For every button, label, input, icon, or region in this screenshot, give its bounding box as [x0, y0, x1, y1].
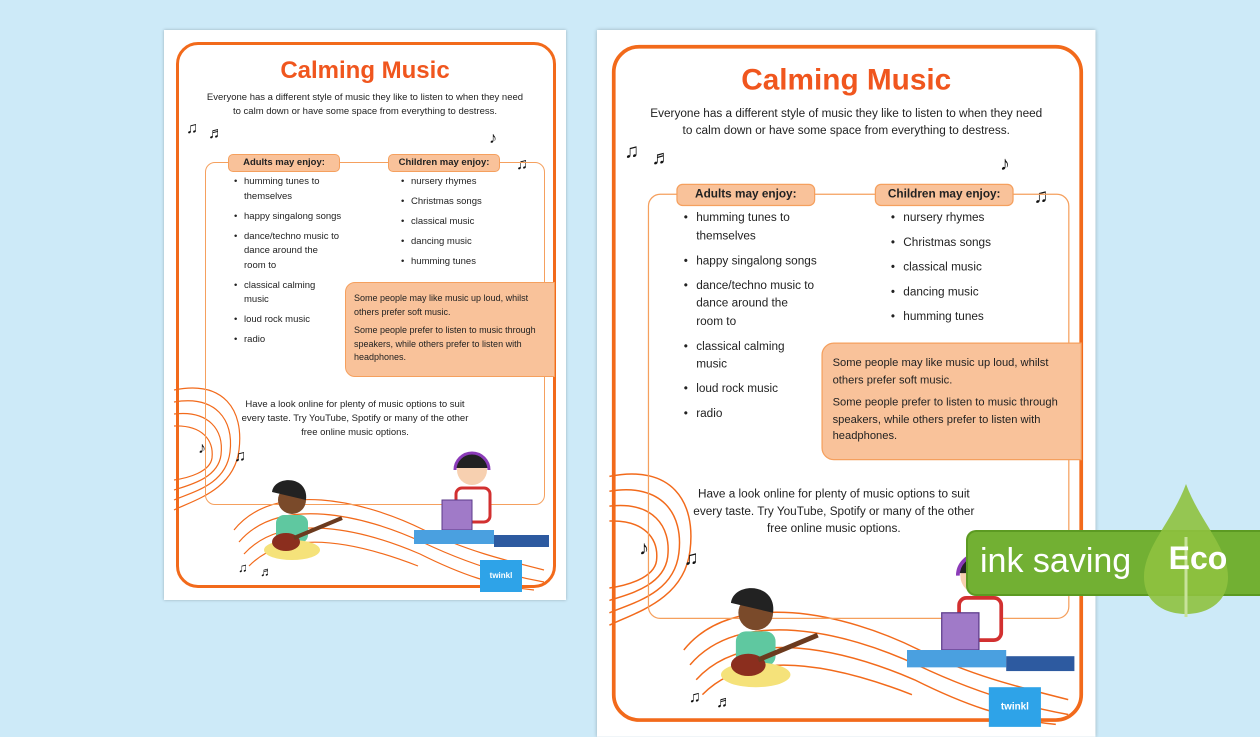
twinkl-logo: twinkl [480, 560, 522, 592]
list-item: • dancing music [891, 284, 1052, 302]
callout-text: Some people prefer to listen to music through speakers, while others prefer to listen with headphones. [832, 395, 1058, 442]
list-item: • happy singalong songs [684, 253, 818, 271]
adults-label: Adults may enjoy: [228, 154, 340, 172]
ink-saving-label: ink saving [980, 542, 1132, 580]
intro-text: Everyone has a different style of music they like to listen to when they need to calm down or have some space from everything to destress. [206, 92, 524, 117]
worksheet-title: Calming Music [280, 57, 450, 84]
list-item: • dance/techno music to dance around the room to [234, 230, 342, 274]
girl-with-ukulele [264, 480, 342, 560]
footer-text: Have a look online for plenty of music options to suit every taste. Try YouTube, Spotify or many of the other free online music options. [693, 487, 975, 536]
adults-label: Adults may enjoy: [676, 184, 815, 206]
music-note-icon: ♫ [688, 687, 701, 706]
preview-page-large [597, 30, 1095, 737]
list-item: • radio [684, 406, 818, 424]
music-note-icon: ♫ [1033, 186, 1049, 208]
list-item: • radio [234, 333, 342, 348]
twinkl-logo: twinkl [989, 687, 1041, 727]
preview-page-small [164, 30, 566, 600]
list-item: • nursery rhymes [401, 175, 531, 190]
music-note-icon: ♫ [234, 448, 246, 465]
children-illustration [597, 30, 1095, 737]
list-item: • happy singalong songs [234, 210, 342, 225]
list-item: • humming tunes to themselves [684, 210, 818, 246]
music-note-icon: ♫ [683, 548, 699, 570]
list-item: • humming tunes to themselves [234, 175, 342, 204]
music-note-icon: ♬ [651, 147, 672, 169]
music-note-icon: ♪ [639, 538, 650, 560]
list-item: • humming tunes [891, 309, 1052, 327]
children-illustration [164, 30, 566, 600]
list-item: • loud rock music [234, 313, 342, 328]
girl-with-ukulele [721, 588, 818, 687]
music-note-icon: ♫ [624, 141, 640, 163]
list-item: • classical calming music [234, 279, 342, 308]
list-item: • classical music [891, 259, 1052, 277]
music-note-icon: ♪ [198, 440, 206, 457]
music-note-icon: ♫ [238, 560, 248, 575]
callout-text: Some people prefer to listen to music through speakers, while others prefer to listen with headphones. [354, 325, 536, 362]
list-item: • Christmas songs [891, 235, 1052, 253]
music-note-icon: ♬ [208, 125, 224, 142]
callout-text: Some people may like music up loud, whilst others prefer soft music. [354, 293, 529, 317]
music-note-icon: ♪ [489, 130, 497, 147]
list-item: • dance/techno music to dance around the room to [684, 277, 818, 331]
list-item: • humming tunes [401, 255, 531, 270]
eco-label: Eco [1168, 540, 1228, 576]
callout-text: Some people may like music up loud, whilst others prefer soft music. [832, 356, 1049, 386]
list-item: • classical calming music [684, 338, 818, 374]
list-item: • classical music [401, 215, 531, 230]
boy-reading [414, 453, 549, 547]
music-note-icon: ♬ [716, 692, 733, 711]
music-note-icon: ♫ [516, 156, 528, 173]
list-item: • loud rock music [684, 381, 818, 399]
music-note-icon: ♫ [186, 120, 198, 137]
children-label: Children may enjoy: [875, 184, 1014, 206]
footer-text: Have a look online for plenty of music options to suit every taste. Try YouTube, Spotify or many of the other free online music options. [241, 399, 469, 438]
list-item: • nursery rhymes [891, 210, 1052, 228]
worksheet-title: Calming Music [741, 63, 952, 97]
list-item: • Christmas songs [401, 195, 531, 210]
intro-text: Everyone has a different style of music they like to listen to when they need to calm down or have some space from everything to destress. [650, 106, 1043, 138]
children-label: Children may enjoy: [388, 154, 500, 172]
list-item: • dancing music [401, 235, 531, 250]
music-note-icon: ♬ [260, 564, 273, 579]
music-note-icon: ♪ [1000, 154, 1010, 176]
